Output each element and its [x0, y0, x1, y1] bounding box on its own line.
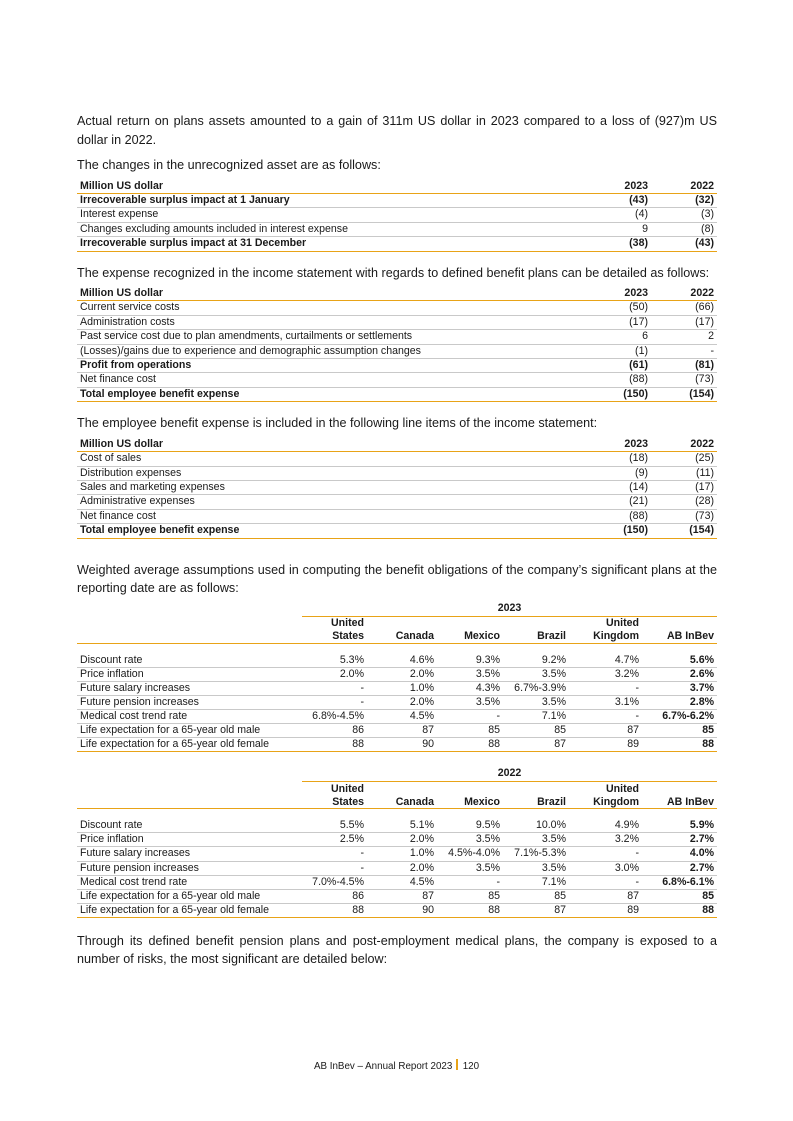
value-cell: 3.2% — [569, 833, 642, 847]
value-2022: (66) — [651, 301, 717, 315]
value-2022: (73) — [651, 509, 717, 523]
year-label: 2022 — [302, 766, 717, 782]
row-label: Irrecoverable surplus impact at 1 January — [77, 193, 585, 207]
value-2022: (154) — [651, 524, 717, 538]
value-2022: (73) — [651, 373, 717, 387]
row-label: Past service cost due to plan amendments, curtailments or settlements — [77, 330, 585, 344]
paragraph-expense-intro: The expense recognized in the income statement with regards to defined benefit plans can be detailed as follows: — [77, 265, 710, 280]
value-cell: 4.0% — [642, 847, 717, 861]
value-cell: 9.2% — [503, 654, 569, 668]
value-2022: (17) — [651, 481, 717, 495]
row-label: Administration costs — [77, 315, 585, 329]
value-2023: (9) — [585, 466, 651, 480]
value-cell: 2.0% — [367, 833, 437, 847]
value-2023: (14) — [585, 481, 651, 495]
value-cell: - — [569, 875, 642, 889]
value-2022: (17) — [651, 315, 717, 329]
table-row — [77, 193, 717, 207]
value-cell: 88 — [437, 903, 503, 917]
value-cell: 7.1%-5.3% — [503, 847, 569, 861]
value-cell: 6.7%-3.9% — [503, 681, 569, 695]
value-cell: 5.5% — [302, 819, 367, 833]
table-row — [77, 495, 717, 509]
value-cell: 88 — [642, 738, 717, 752]
value-cell: 88 — [302, 738, 367, 752]
header-2022: 2022 — [651, 180, 717, 194]
row-label: Future salary increases — [77, 681, 302, 695]
value-2023: (50) — [585, 301, 651, 315]
value-cell: - — [569, 847, 642, 861]
value-cell: 5.9% — [642, 819, 717, 833]
table-row — [77, 344, 717, 358]
value-cell: 90 — [367, 738, 437, 752]
row-label: Discount rate — [77, 654, 302, 668]
table-row — [77, 695, 717, 709]
value-cell: 85 — [503, 724, 569, 738]
row-label: Profit from operations — [77, 359, 585, 373]
col-united-states: United States — [302, 616, 367, 643]
year-label: 2023 — [302, 601, 717, 617]
value-2023: 6 — [585, 330, 651, 344]
table-row — [77, 359, 717, 373]
header-2022: 2022 — [651, 438, 717, 452]
row-label: Interest expense — [77, 208, 585, 222]
value-cell: 7.1% — [503, 875, 569, 889]
row-label: Changes excluding amounts included in interest expense — [77, 222, 585, 236]
header-2023: 2023 — [585, 438, 651, 452]
row-label: Life expectation for a 65-year old male — [77, 724, 302, 738]
footer-separator — [456, 1059, 457, 1070]
value-cell: 4.9% — [569, 819, 642, 833]
row-label: Life expectation for a 65-year old male — [77, 889, 302, 903]
value-cell: 3.7% — [642, 681, 717, 695]
value-2023: (4) — [585, 208, 651, 222]
col-canada: Canada — [367, 782, 437, 809]
row-label: Life expectation for a 65-year old female — [77, 903, 302, 917]
col-ab-inbev: AB InBev — [642, 616, 717, 643]
value-cell: 87 — [569, 889, 642, 903]
value-cell: 10.0% — [503, 819, 569, 833]
value-cell: 3.1% — [569, 695, 642, 709]
value-2023: (21) — [585, 495, 651, 509]
table-row — [77, 738, 717, 752]
assumptions-2023-table — [77, 601, 717, 753]
value-cell: 85 — [642, 889, 717, 903]
value-cell: 9.3% — [437, 654, 503, 668]
table-row — [77, 466, 717, 480]
header-label: Million US dollar — [77, 438, 585, 452]
value-2022: 2 — [651, 330, 717, 344]
header-label: Million US dollar — [77, 180, 585, 194]
value-2022: (81) — [651, 359, 717, 373]
value-2022: (11) — [651, 466, 717, 480]
table-row — [77, 903, 717, 917]
value-cell: 6.8%-6.1% — [642, 875, 717, 889]
row-label: Future pension increases — [77, 861, 302, 875]
value-cell: 4.5% — [367, 710, 437, 724]
value-cell: 89 — [569, 738, 642, 752]
line-items-table — [77, 438, 717, 539]
value-cell: 1.0% — [367, 847, 437, 861]
value-cell: 87 — [367, 724, 437, 738]
value-cell: 2.5% — [302, 833, 367, 847]
col-mexico: Mexico — [437, 782, 503, 809]
table-row — [77, 875, 717, 889]
paragraph-actual-return: Actual return on plans assets amounted to a gain of 311m US dollar in 2023 compared to a loss of (927)m US dollar in 2022. — [77, 114, 717, 147]
value-cell: 85 — [503, 889, 569, 903]
value-cell: 85 — [437, 724, 503, 738]
value-cell: 5.1% — [367, 819, 437, 833]
value-cell: 87 — [503, 738, 569, 752]
header-2023: 2023 — [585, 287, 651, 301]
table-total-row — [77, 237, 717, 251]
table-row — [77, 481, 717, 495]
value-cell: 2.6% — [642, 667, 717, 681]
row-label: Medical cost trend rate — [77, 710, 302, 724]
value-cell: 88 — [302, 903, 367, 917]
value-cell: 4.5%-4.0% — [437, 847, 503, 861]
table-row — [77, 667, 717, 681]
table-row — [77, 452, 717, 466]
value-cell: 2.0% — [367, 861, 437, 875]
col-united-states: United States — [302, 782, 367, 809]
value-2023: (61) — [585, 359, 651, 373]
value-cell: 88 — [437, 738, 503, 752]
value-2022: - — [651, 344, 717, 358]
value-cell: 2.0% — [367, 667, 437, 681]
paragraph-line-items-intro: The employee benefit expense is included in the following line items of the income statement: — [77, 416, 598, 431]
value-cell: 3.5% — [437, 861, 503, 875]
row-label: Discount rate — [77, 819, 302, 833]
value-cell: 86 — [302, 724, 367, 738]
value-cell: 2.7% — [642, 833, 717, 847]
table-row — [77, 373, 717, 387]
value-cell: 5.6% — [642, 654, 717, 668]
value-cell: 87 — [503, 903, 569, 917]
table-total-row — [77, 387, 717, 401]
value-2023: 9 — [585, 222, 651, 236]
row-label: Net finance cost — [77, 373, 585, 387]
paragraph-unrecognized-intro: The changes in the unrecognized asset are as follows: — [77, 158, 381, 172]
header-2022: 2022 — [651, 287, 717, 301]
paragraph-assumptions-intro: Weighted average assumptions used in computing the benefit obligations of the company’s significant plans at the reporting date are as follows: — [77, 562, 717, 596]
table-header-row — [77, 287, 717, 301]
row-label: Life expectation for a 65-year old female — [77, 738, 302, 752]
column-header-row — [77, 782, 717, 809]
value-2023: (88) — [585, 509, 651, 523]
value-cell: - — [569, 681, 642, 695]
value-cell: 3.5% — [437, 667, 503, 681]
value-cell: 2.0% — [302, 667, 367, 681]
value-cell: 3.5% — [503, 667, 569, 681]
row-label: (Losses)/gains due to experience and demographic assumption changes — [77, 344, 585, 358]
row-label: Distribution expenses — [77, 466, 585, 480]
value-2023: (150) — [585, 387, 651, 401]
assumptions-2022-table — [77, 766, 717, 918]
value-2022: (32) — [651, 193, 717, 207]
paragraph-risks-intro: Through its defined benefit pension plans and post-employment medical plans, the company is exposed to a number of risks, the most significant are detailed below: — [77, 933, 717, 967]
unrecognized-asset-table — [77, 180, 717, 252]
value-cell: 1.0% — [367, 681, 437, 695]
col-canada: Canada — [367, 616, 437, 643]
row-label: Future pension increases — [77, 695, 302, 709]
value-2022: (25) — [651, 452, 717, 466]
value-2022: (43) — [651, 237, 717, 251]
table-row — [77, 724, 717, 738]
value-cell: - — [302, 861, 367, 875]
value-2023: (1) — [585, 344, 651, 358]
table-row — [77, 654, 717, 668]
row-label: Net finance cost — [77, 509, 585, 523]
row-label: Sales and marketing expenses — [77, 481, 585, 495]
expense-table — [77, 287, 717, 402]
value-cell: - — [437, 875, 503, 889]
table-row — [77, 819, 717, 833]
table-header-row — [77, 438, 717, 452]
table-row — [77, 301, 717, 315]
row-label: Price inflation — [77, 667, 302, 681]
value-cell: 7.0%-4.5% — [302, 875, 367, 889]
col-brazil: Brazil — [503, 782, 569, 809]
year-row — [77, 766, 717, 782]
table-row — [77, 222, 717, 236]
value-cell: - — [302, 847, 367, 861]
header-label: Million US dollar — [77, 287, 585, 301]
value-cell: 5.3% — [302, 654, 367, 668]
value-cell: 4.6% — [367, 654, 437, 668]
table-row — [77, 833, 717, 847]
value-cell: 2.8% — [642, 695, 717, 709]
table-total-row — [77, 524, 717, 538]
footer-report-title: AB InBev – Annual Report 2023 — [313, 1061, 453, 1072]
row-label: Total employee benefit expense — [77, 387, 585, 401]
row-label: Cost of sales — [77, 452, 585, 466]
value-cell: 2.0% — [367, 695, 437, 709]
value-2023: (18) — [585, 452, 651, 466]
value-cell: 90 — [367, 903, 437, 917]
value-cell: 88 — [642, 903, 717, 917]
value-cell: - — [437, 710, 503, 724]
value-cell: - — [302, 681, 367, 695]
value-2022: (8) — [651, 222, 717, 236]
table-header-row — [77, 180, 717, 194]
report-page — [77, 112, 717, 969]
value-cell: - — [569, 710, 642, 724]
value-cell: 85 — [642, 724, 717, 738]
col-united-kingdom: United Kingdom — [569, 616, 642, 643]
column-header-row — [77, 616, 717, 643]
table-row — [77, 315, 717, 329]
value-2023: (43) — [585, 193, 651, 207]
row-label: Price inflation — [77, 833, 302, 847]
table-row — [77, 847, 717, 861]
row-label: Irrecoverable surplus impact at 31 December — [77, 237, 585, 251]
value-cell: 2.7% — [642, 861, 717, 875]
row-label: Total employee benefit expense — [77, 524, 585, 538]
value-2023: (17) — [585, 315, 651, 329]
row-label: Medical cost trend rate — [77, 875, 302, 889]
value-cell: 3.5% — [503, 833, 569, 847]
value-cell: 3.5% — [437, 695, 503, 709]
value-cell: 86 — [302, 889, 367, 903]
value-2023: (88) — [585, 373, 651, 387]
table-row — [77, 710, 717, 724]
value-2022: (28) — [651, 495, 717, 509]
col-brazil: Brazil — [503, 616, 569, 643]
page-number: 120 — [462, 1061, 480, 1072]
value-cell: 3.2% — [569, 667, 642, 681]
table-row — [77, 208, 717, 222]
value-2022: (154) — [651, 387, 717, 401]
header-2023: 2023 — [585, 180, 651, 194]
col-ab-inbev: AB InBev — [642, 782, 717, 809]
page-footer — [0, 1059, 793, 1072]
table-row — [77, 889, 717, 903]
value-cell: 89 — [569, 903, 642, 917]
value-cell: 7.1% — [503, 710, 569, 724]
value-cell: 4.7% — [569, 654, 642, 668]
value-cell: 6.8%-4.5% — [302, 710, 367, 724]
value-cell: 3.5% — [437, 833, 503, 847]
value-2022: (3) — [651, 208, 717, 222]
row-label: Current service costs — [77, 301, 585, 315]
value-cell: 3.5% — [503, 861, 569, 875]
value-cell: 4.5% — [367, 875, 437, 889]
col-mexico: Mexico — [437, 616, 503, 643]
value-cell: 87 — [569, 724, 642, 738]
value-2023: (150) — [585, 524, 651, 538]
value-cell: 9.5% — [437, 819, 503, 833]
value-cell: 3.5% — [503, 695, 569, 709]
value-cell: - — [302, 695, 367, 709]
value-2023: (38) — [585, 237, 651, 251]
value-cell: 3.0% — [569, 861, 642, 875]
year-row — [77, 601, 717, 617]
col-united-kingdom: United Kingdom — [569, 782, 642, 809]
value-cell: 87 — [367, 889, 437, 903]
row-label: Administrative expenses — [77, 495, 585, 509]
table-row — [77, 681, 717, 695]
row-label: Future salary increases — [77, 847, 302, 861]
value-cell: 85 — [437, 889, 503, 903]
table-row — [77, 861, 717, 875]
table-row — [77, 330, 717, 344]
table-row — [77, 509, 717, 523]
value-cell: 4.3% — [437, 681, 503, 695]
value-cell: 6.7%-6.2% — [642, 710, 717, 724]
